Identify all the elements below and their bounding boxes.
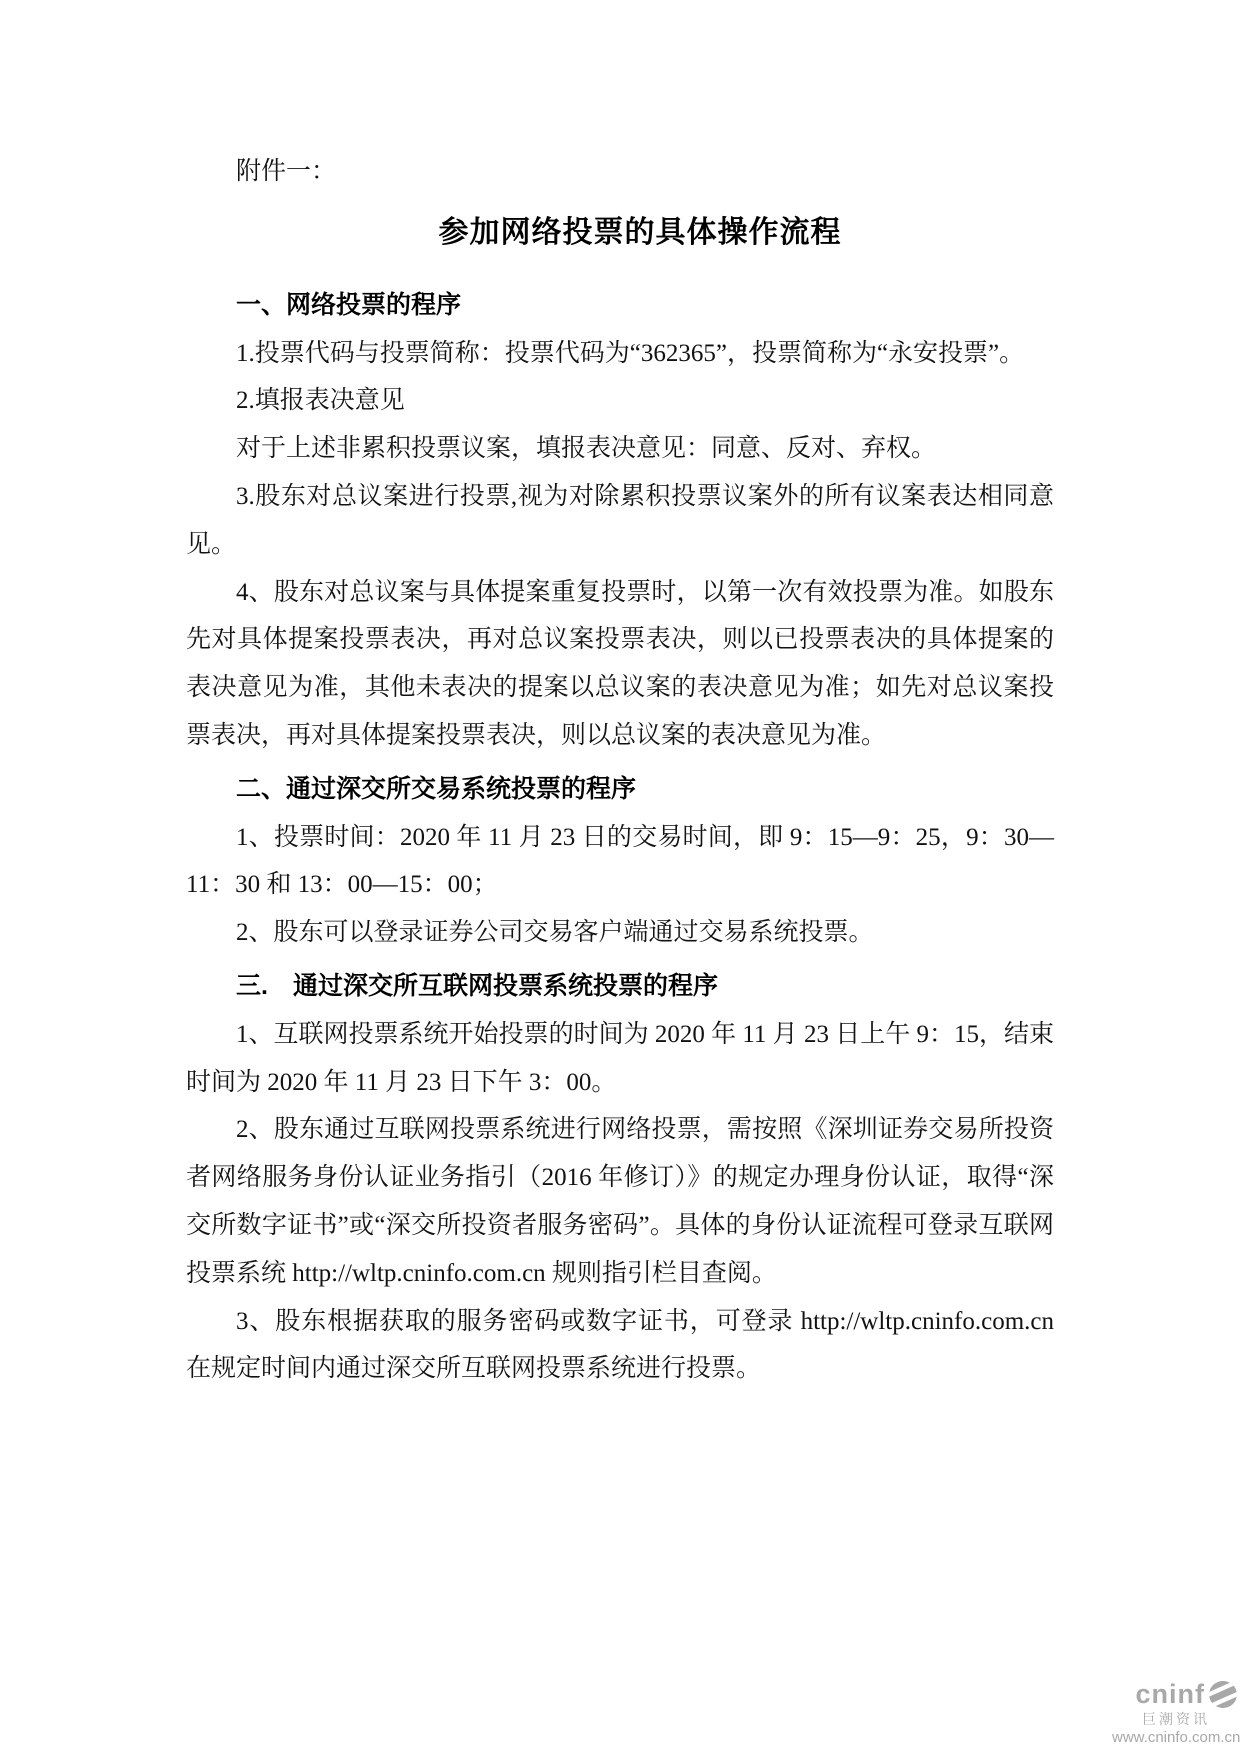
page-title: 参加网络投票的具体操作流程 [438,215,842,249]
section-heading-2: 二、通过深交所交易系统投票的程序 [236,774,637,803]
cninfo-swirl-icon [1208,1680,1238,1709]
paragraph-fill-opinion: 2.填报表决意见 [236,387,405,415]
attachment-label: 附件一： [236,158,337,185]
cninfo-logo [1112,1680,1238,1709]
cninfo-watermark [1112,1679,1241,1746]
section-heading-1: 一、网络投票的程序 [236,290,462,319]
paragraph-internet-time: 1、互联网投票系统开始投票的时间为 2020 年 11 月 23 日上午 9：15，结束时间为 2020 年 11 月 23 日下午 3：00。 [186,1020,1054,1096]
paragraph-identity-auth: 2、股东通过互联网投票系统进行网络投票，需按照《深圳证券交易所投资者网络服务身份认证业务指引（2016 年修订）》的规定办理身份认证，取得“深交所数字证书”或“深交所投资者服务密码”。具体的身份认证流程可登录互联网投票系统 http://wltp.cninfo.com.cn 规则指引栏目查阅。 [186,1116,1054,1287]
paragraph-vote-time: 1、投票时间：2020 年 11 月 23 日的交易时间，即 9：15—9：25，9：30—11：30 和 13：00—15：00； [186,823,1054,899]
paragraph-general-proposal: 3.股东对总议案进行投票,视为对除累积投票议案外的所有议案表达相同意见。 [186,482,1054,558]
paragraph-repeat-vote: 4、股东对总议案与具体提案重复投票时，以第一次有效投票为准。如股东先对具体提案投票表决，再对总议案投票表决，则以已投票表决的具体提案的表决意见为准，其他未表决的提案以总议案的表决意见为准；如先对总议案投票表决，再对具体提案投票表决，则以总议案的表决意见为准。 [186,578,1054,749]
cninfo-logo-text: cninf [1135,1679,1205,1709]
paragraph-non-cumulative: 对于上述非累积投票议案，填报表决意见：同意、反对、弃权。 [236,435,937,463]
paragraph-vote-code: 1.投票代码与投票简称：投票代码为“362365”，投票简称为“永安投票”。 [236,339,1025,367]
section-heading-3: 三. 通过深交所互联网投票系统投票的程序 [236,971,718,1000]
document-body [186,148,1054,1393]
cninfo-brand-cn: 巨潮资讯 [1142,1711,1210,1727]
paragraph-login-vote: 3、股东根据获取的服务密码或数字证书，可登录 http://wltp.cninfo.com.cn 在规定时间内通过深交所互联网投票系统进行投票。 [186,1307,1054,1383]
paragraph-broker-client: 2、股东可以登录证券公司交易客户端通过交易系统投票。 [236,919,874,947]
cninfo-url: www.cninfo.com.cn [1112,1729,1241,1746]
